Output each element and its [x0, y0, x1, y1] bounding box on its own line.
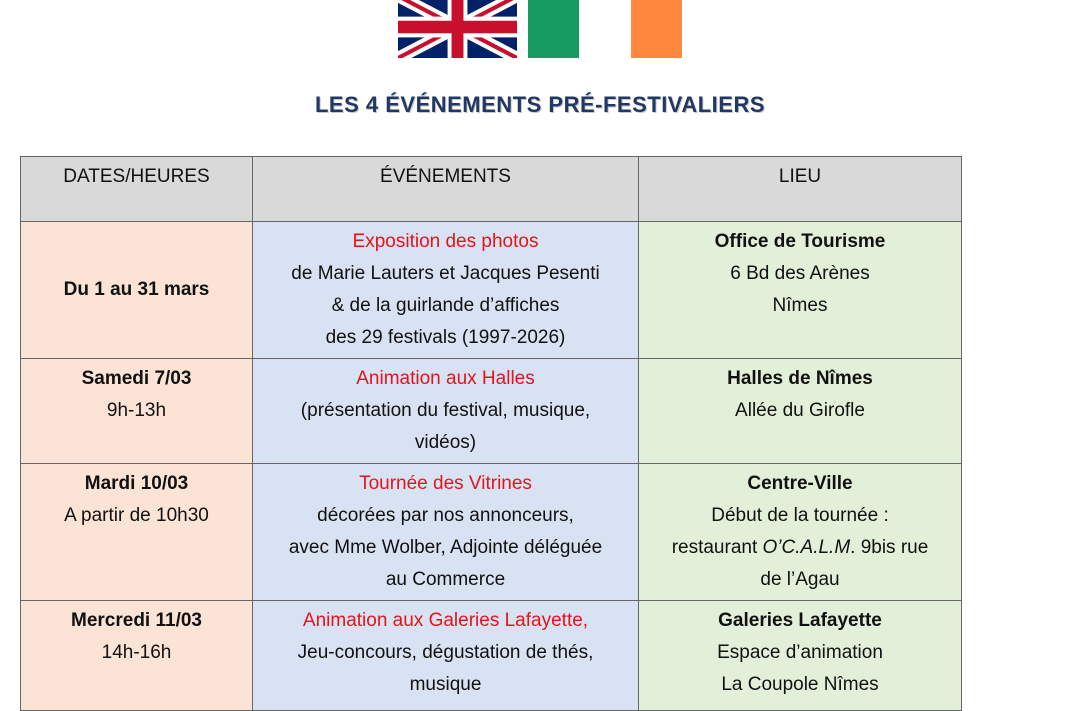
place-title: Halles de Nîmes [727, 368, 873, 389]
time-text: 9h-13h [106, 400, 167, 421]
place-line: La Coupole Nîmes [721, 674, 879, 695]
place-cell [639, 222, 962, 359]
place-title: Centre-Ville [747, 473, 853, 494]
date-cell [21, 601, 253, 711]
time-text: 14h-16h [101, 642, 172, 663]
place-title: Office de Tourisme [714, 231, 886, 252]
page-title: LES 4 ÉVÉNEMENTS PRÉ-FESTIVALIERS [314, 92, 766, 117]
date-text: Du 1 au 31 mars [63, 279, 210, 300]
event-line: (présentation du festival, musique, [300, 400, 591, 421]
event-cell [253, 359, 639, 464]
event-line: vidéos) [414, 432, 477, 453]
event-line: au Commerce [385, 569, 506, 590]
event-line: des 29 festivals (1997-2026) [325, 327, 566, 348]
table-row [21, 222, 962, 359]
place-line: de l’Agau [760, 569, 840, 590]
table-header-row [21, 157, 962, 222]
date-text: Mardi 10/03 [84, 473, 189, 494]
event-cell [253, 222, 639, 359]
header-dates: DATES/HEURES [21, 157, 253, 222]
place-line: Début de la tournée : [711, 505, 889, 526]
event-title: Tournée des Vitrines [359, 473, 532, 494]
event-line: décorées par nos annonceurs, [317, 505, 574, 526]
event-line: Jeu-concours, dégustation de thés, [297, 642, 594, 663]
place-cell [639, 359, 962, 464]
date-cell [21, 464, 253, 601]
union-jack-flag-icon [398, 0, 517, 58]
header-place: LIEU [639, 157, 962, 222]
place-line [645, 532, 955, 564]
events-table [20, 156, 962, 711]
place-line: Espace d’animation [717, 642, 883, 663]
place-cell [639, 601, 962, 711]
event-line: musique [409, 674, 482, 695]
irish-flag-icon [528, 0, 682, 58]
event-title: Animation aux Galeries Lafayette, [302, 610, 589, 631]
table-row [21, 359, 962, 464]
flags-banner [0, 0, 1080, 60]
place-text: . 9bis rue [850, 537, 929, 558]
table-row [21, 464, 962, 601]
place-line: 6 Bd des Arènes [730, 263, 870, 284]
event-line: avec Mme Wolber, Adjointe déléguée [288, 537, 603, 558]
date-cell [21, 222, 253, 359]
place-text: restaurant [671, 537, 763, 558]
date-text: Mercredi 11/03 [71, 610, 202, 631]
event-cell [253, 464, 639, 601]
place-line: Nîmes [772, 295, 828, 316]
place-line: Allée du Girofle [735, 400, 865, 421]
table-row [21, 601, 962, 711]
event-line: & de la guirlande d’affiches [331, 295, 560, 316]
event-line: de Marie Lauters et Jacques Pesenti [291, 263, 600, 284]
header-events: ÉVÉNEMENTS [253, 157, 639, 222]
time-text: A partir de 10h30 [64, 505, 209, 526]
event-title: Exposition des photos [352, 231, 539, 252]
date-text: Samedi 7/03 [81, 368, 192, 389]
place-cell [639, 464, 962, 601]
place-title: Galeries Lafayette [718, 610, 882, 631]
event-title: Animation aux Halles [356, 368, 535, 389]
restaurant-name: O’C.A.L.M [762, 537, 851, 558]
event-cell [253, 601, 639, 711]
date-cell [21, 359, 253, 464]
